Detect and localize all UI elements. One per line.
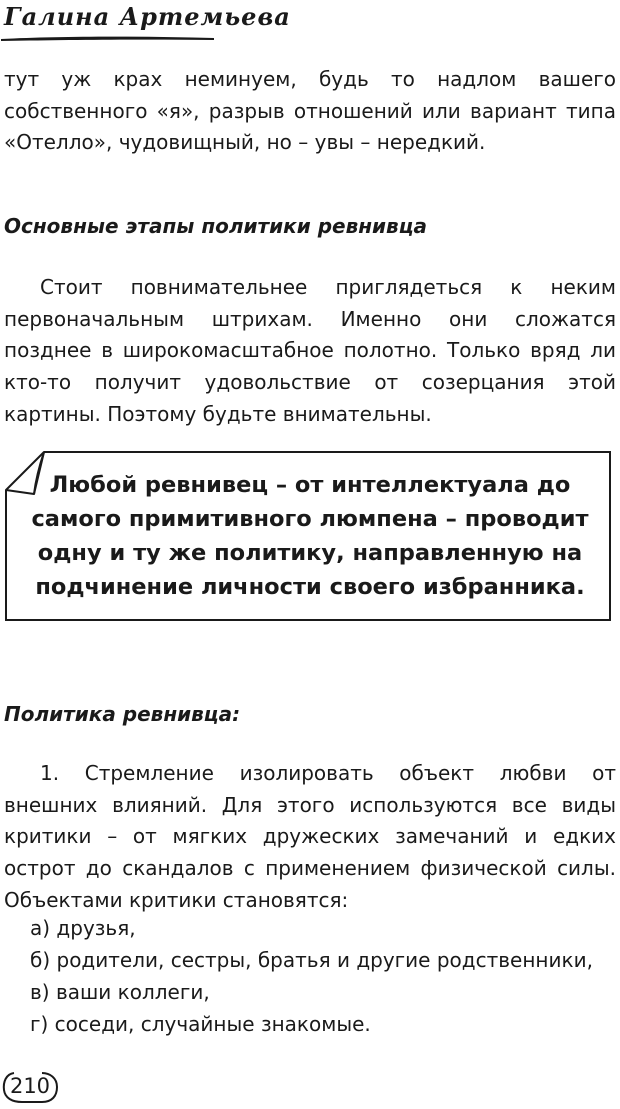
section-heading-stages: Основные этапы политики ревнивца bbox=[4, 214, 428, 238]
intro-paragraph: тут уж крах неминуем, будь то надлом вашего собственного «я», разрыв отношений или вариант типа «Отелло», чудовищный, но – увы – нередкий. bbox=[4, 67, 616, 155]
header-underline bbox=[0, 34, 215, 42]
running-header-author: Галина Артемьева bbox=[4, 2, 291, 31]
callout-box bbox=[4, 450, 612, 622]
stages-paragraph: Стоит повнимательнее приглядеться к неким первоначальным штрихам. Именно они сложатся позднее в широкомасштабное полотно. Только вряд ли кто-то получит удовольствие от созерцания этой картины. Поэтому будьте внимательны. bbox=[4, 275, 616, 426]
list-item: а) друзья, bbox=[30, 916, 136, 940]
list-item: г) соседи, случайные знакомые. bbox=[30, 1012, 371, 1036]
page-number: 210 bbox=[9, 1074, 51, 1098]
policy-paragraph: 1. Стремление изолировать объект любви от внешних влияний. Для этого используются все виды критики – от мягких дружеских замечаний и едких острот до скандалов с применением физической силы. Объектами критики становятся: bbox=[4, 761, 616, 912]
list-item: в) ваши коллеги, bbox=[30, 980, 210, 1004]
critique-targets-list bbox=[30, 912, 593, 1040]
page-number-badge bbox=[2, 1070, 58, 1104]
callout-text: Любой ревнивец – от интеллектуала до самого примитивного люмпена – проводит одну и ту же политику, направленную на подчинение личности своего избранника. bbox=[31, 472, 589, 600]
list-item: б) родители, сестры, братья и другие родственники, bbox=[30, 948, 593, 972]
section-heading-policy: Политика ревнивца: bbox=[4, 702, 241, 726]
